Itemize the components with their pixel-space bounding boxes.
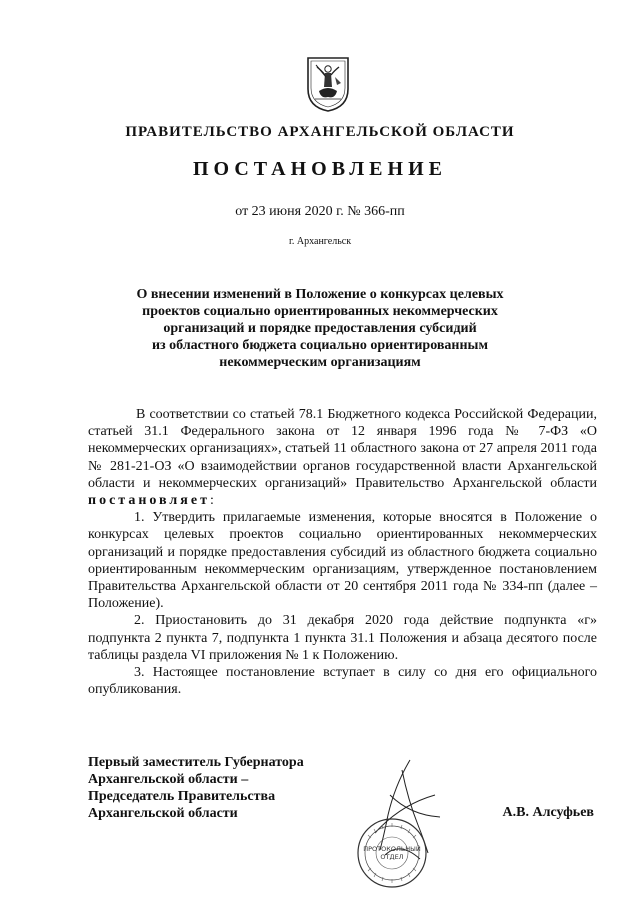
body-paragraph-2: 2. Приостановить до 31 декабря 2020 года действие подпункта «г» подпункта 2 пункта 7, подпункта 1 пункта 31.1 Положения и абзаца десятого после таблицы раздела VI приложения № 1 к Положению. [88, 613, 597, 663]
signer-position-line: Председатель Правительства [88, 789, 276, 804]
stamp-text-line: ОТДЕЛ [380, 853, 404, 861]
stamp-text-line: ПРОТОКОЛЬНЫЙ [363, 845, 421, 853]
date-number-line: от 23 июня 2020 г. № 366-пп [235, 204, 405, 219]
title-line: проектов социально ориентированных некоммерческих [142, 304, 498, 319]
city-line: г. Архангельск [288, 236, 352, 247]
signature-block [88, 754, 304, 822]
official-stamp [340, 755, 460, 890]
coat-of-arms-icon [305, 55, 351, 113]
signer-name: А.В. Алсуфьев [502, 805, 594, 820]
title-line: О внесении изменений в Положение о конкурсах целевых [136, 287, 504, 302]
document-title [110, 286, 530, 371]
document-body [88, 406, 597, 698]
resolves-word: постановляет [88, 493, 210, 509]
title-line: из областного бюджета социально ориентированным [151, 338, 489, 353]
signer-position-line: Архангельской области [88, 806, 238, 821]
document-type-heading: ПОСТАНОВЛЕНИЕ [193, 158, 447, 180]
body-paragraph-1: 1. Утвердить прилагаемые изменения, которые вносятся в Положение о конкурсах целевых проектов социально ориентированных некоммерческих организаций и порядке предоставления субсидий из областного бюджета социально ориентированным некоммерческим организациям, утвержденное постановлением Правительства Архангельской области от 20 сентября 2011 года № 334-пп (далее – Положение). [88, 510, 597, 612]
organization-heading: ПРАВИТЕЛЬСТВО АРХАНГЕЛЬСКОЙ ОБЛАСТИ [125, 124, 515, 140]
signer-position-line: Первый заместитель Губернатора [88, 755, 304, 770]
preamble-text: В соответствии со статьей 78.1 Бюджетного кодекса Российской Федерации, статьей 31.1 Федерального закона от 12 января 1996 года № 7-ФЗ «О некоммерческих организациях», статьей 11 областного закона от 27 апреля 2011 года № 281-21-ОЗ «О взаимодействии органов государственной власти Архангельской области и некоммерческих организаций» Правительство Архангельской области [88, 407, 597, 491]
title-line: организаций и порядке предоставления субсидий [163, 321, 477, 336]
title-line: некоммерческим организациям [219, 355, 421, 370]
preamble-paragraph: В соответствии со статьей 78.1 Бюджетного кодекса Российской Федерации, статьей 31.1 Федерального закона от 12 января 1996 года № 7-ФЗ «О некоммерческих организациях», статьей 11 областного закона от 27 апреля 2011 года № 281-21-ОЗ «О взаимодействии органов государственной власти Архангельской области и некоммерческих организаций» Правительство Архангельской области постановляет: [88, 407, 597, 509]
signer-position-line: Архангельской области – [88, 772, 249, 787]
body-paragraph-3: 3. Настоящее постановление вступает в силу со дня его официального опубликования. [88, 665, 597, 698]
